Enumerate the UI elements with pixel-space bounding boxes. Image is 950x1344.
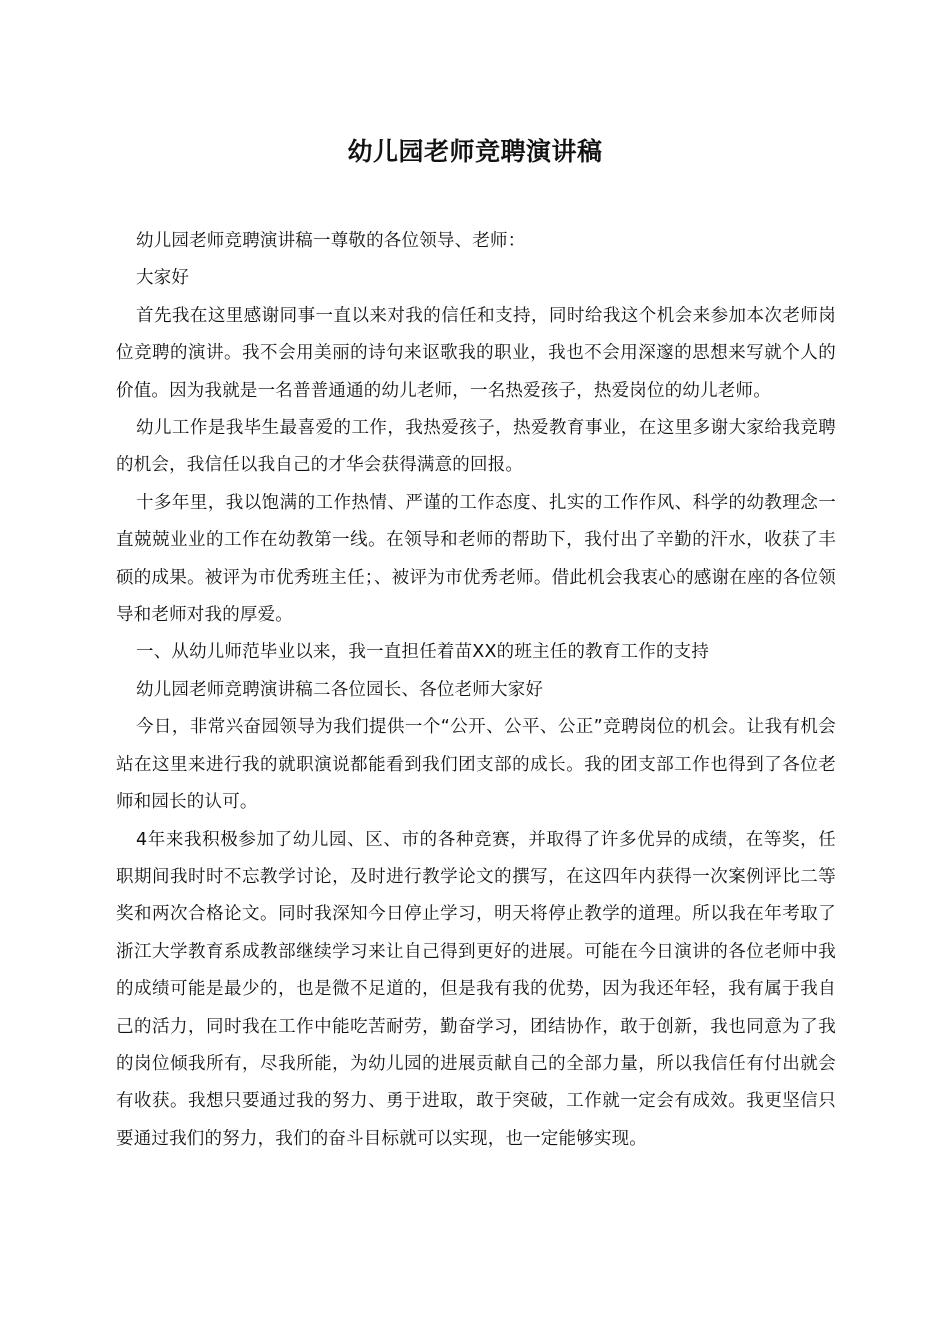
body-paragraph: 4年来我积极参加了幼儿园、区、市的各种竞赛，并取得了许多优异的成绩，在等奖，任职期间我时时不忘教学讨论，及时进行教学论文的撰写，在这四年内获得一次案例评比二等奖和两次合格论文。同时我深知今日停止学习，明天将停止教学的道理。所以我在年考取了浙江大学教育系成教部继续学习来让自己得到更好的进展。可能在今日演讲的各位老师中我的成绩可能是最少的，也是微不足道的，但是我有我的优势，因为我还年轻，我有属于我自己的活力，同时我在工作中能吃苦耐劳，勤奋学习，团结协作，敢于创新，我也同意为了我的岗位倾我所有，尽我所能，为幼儿园的进展贡献自己的全部力量，所以我信任有付出就会有收获。我想只要通过我的努力、勇于进取，敢于突破，工作就一定会有成效。我更坚信只要通过我们的努力，我们的奋斗目标就可以实现，也一定能够实现。	[116, 829, 836, 1149]
document-title: 幼儿园老师竞聘演讲稿	[347, 137, 603, 166]
speech-two-greeting: 幼儿园老师竞聘演讲稿二各位园长、各位老师大家好	[136, 679, 544, 700]
document-body	[116, 223, 836, 1158]
body-paragraph: 幼儿工作是我毕生最喜爱的工作，我热爱孩子，热爱教育事业，在这里多谢大家给我竞聘的机会，我信任以我自己的才华会获得满意的回报。	[116, 418, 836, 476]
body-paragraph: 十多年里，我以饱满的工作热情、严谨的工作态度、扎实的工作作风、科学的幼教理念一直兢兢业业的工作在幼教第一线。在领导和老师的帮助下，我付出了辛勤的汗水，收获了丰硕的成果。被评为市优秀班主任；、被评为市优秀老师。借此机会我衷心的感谢在座的各位领导和老师对我的厚爱。	[116, 492, 836, 626]
salutation-line: 大家好	[136, 268, 190, 289]
body-paragraph: 首先我在这里感谢同事一直以来对我的信任和支持，同时给我这个机会来参加本次老师岗位竞聘的演讲。我不会用美丽的诗句来讴歌我的职业，我也不会用深邃的思想来写就个人的价值。因为我就是一名普普通通的幼儿老师，一名热爱孩子，热爱岗位的幼儿老师。	[116, 305, 836, 401]
body-paragraph: 今日，非常兴奋园领导为我们提供一个“公开、公平、公正”竞聘岗位的机会。让我有机会站在这里来进行我的就职演说都能看到我们团支部的成长。我的团支部工作也得到了各位老师和园长的认可。	[116, 717, 836, 813]
greeting-line: 幼儿园老师竞聘演讲稿一尊敬的各位领导、老师：	[136, 231, 526, 251]
section-heading: 一、从幼儿师范毕业以来，我一直担任着苗XX的班主任的教育工作的支持	[136, 642, 710, 663]
